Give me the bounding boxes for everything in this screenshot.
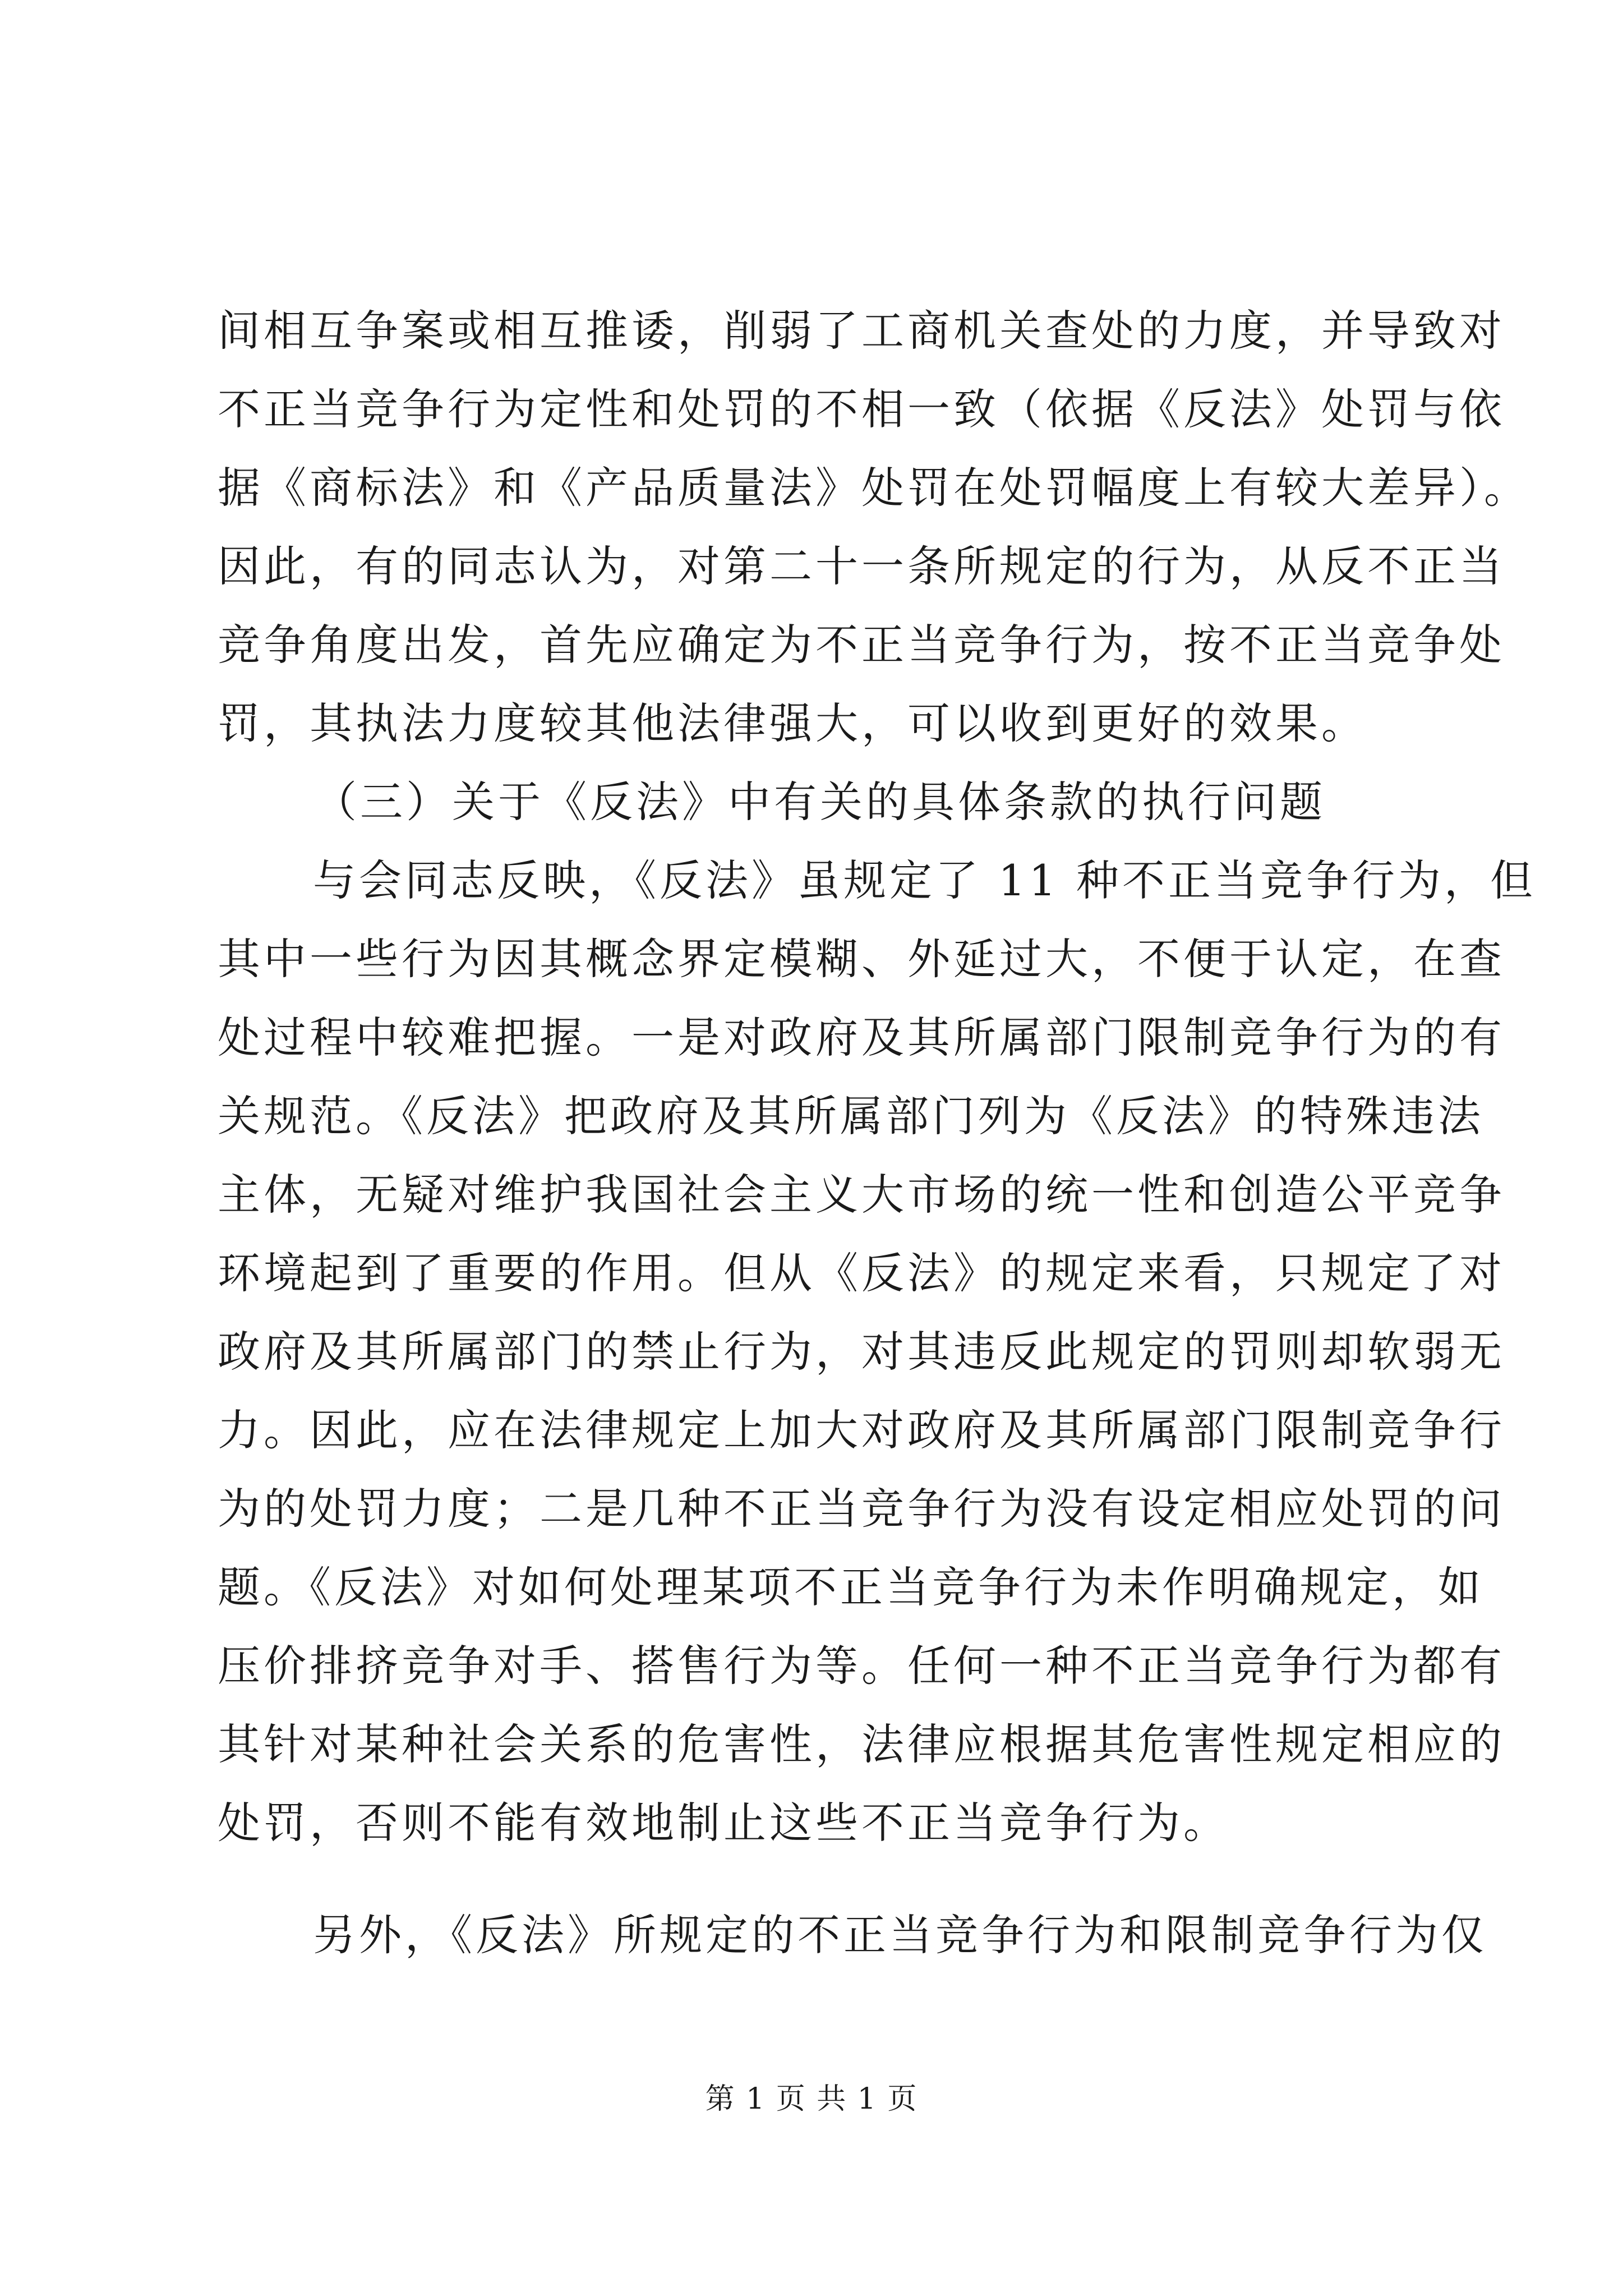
text-line: 与会同志反映，《反法》虽规定了 11 种不正当竞争行为，但 <box>313 855 1537 905</box>
text-line: 环境起到了重要的作用。但从《反法》的规定来看，只规定了对 <box>218 1248 1505 1298</box>
text-line: 因此，有的同志认为，对第二十一条所规定的行为，从反不正当 <box>218 541 1505 591</box>
section-heading: （三）关于《反法》中有关的具体条款的执行问题 <box>314 777 1326 827</box>
text-line: 其中一些行为因其概念界定模糊、外延过大，不便于认定，在查 <box>218 934 1505 984</box>
text-line: 其针对某种社会关系的危害性，法律应根据其危害性规定相应的 <box>218 1719 1505 1769</box>
page-number-footer: 第 1 页 共 1 页 <box>705 2082 918 2116</box>
paragraph-gap <box>218 1862 1429 1896</box>
text-line: 政府及其所属部门的禁止行为，对其违反此规定的罚则却软弱无 <box>218 1327 1505 1377</box>
text-line: 关规范。《反法》把政府及其所属部门列为《反法》的特殊违法 <box>218 1091 1484 1141</box>
text-line: 据《商标法》和《产品质量法》处罚在处罚幅度上有较大差异）。 <box>218 463 1530 513</box>
text-line: 压价排挤竞争对手、搭售行为等。任何一种不正当竞争行为都有 <box>218 1641 1505 1691</box>
text-line: 力。因此，应在法律规定上加大对政府及其所属部门限制竞争行 <box>218 1405 1505 1455</box>
text-line: 竞争角度出发，首先应确定为不正当竞争行为，按不正当竞争处 <box>218 620 1505 670</box>
text-line: 处过程中较难把握。一是对政府及其所属部门限制竞争行为的有 <box>218 1013 1505 1062</box>
text-line: 罚，其执法力度较其他法律强大，可以收到更好的效果。 <box>218 698 1367 748</box>
text-line: 题。《反法》对如何处理某项不正当竞争行为未作明确规定，如 <box>218 1562 1484 1612</box>
document-body <box>218 292 1537 1975</box>
text-line: 另外，《反法》所规定的不正当竞争行为和限制竞争行为仅 <box>313 1910 1487 1960</box>
text-line: 处罚，否则不能有效地制止这些不正当竞争行为。 <box>218 1798 1229 1848</box>
text-line: 不正当竞争行为定性和处罚的不相一致（依据《反法》处罚与依 <box>218 384 1505 434</box>
text-line: 主体，无疑对维护我国社会主义大市场的统一性和创造公平竞争 <box>218 1170 1505 1220</box>
text-line: 为的处罚力度；二是几种不正当竞争行为没有设定相应处罚的问 <box>218 1484 1505 1534</box>
text-line: 间相互争案或相互推诿，削弱了工商机关查处的力度，并导致对 <box>218 306 1505 356</box>
